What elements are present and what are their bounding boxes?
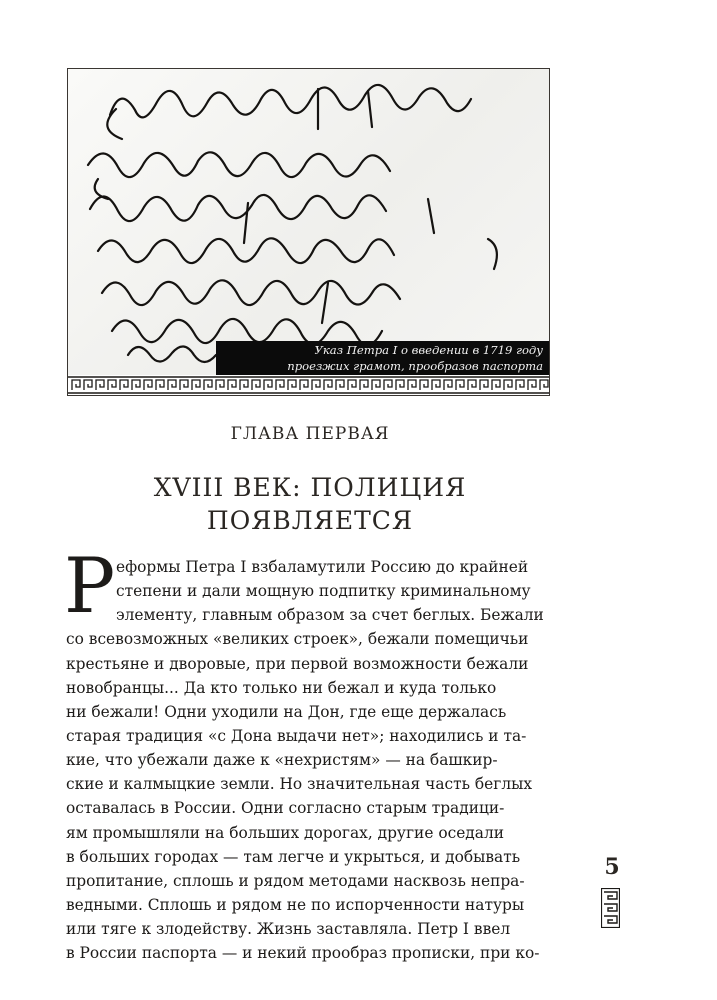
text-line: или тяге к злодейству. Жизнь заставляла. Петр I ввел: [66, 920, 511, 939]
greek-key-side-ornament: [601, 888, 620, 928]
meander-unit: [456, 380, 464, 390]
chapter-title-line-2: ПОЯВЛЯЕТСЯ: [206, 506, 414, 535]
figure-caption: [216, 341, 549, 375]
meander-unit: [120, 380, 128, 390]
meander-unit: [372, 380, 380, 390]
meander-unit: [156, 380, 164, 390]
meander-unit: [216, 380, 224, 390]
chapter-label: ГЛАВА ПЕРВАЯ: [230, 424, 390, 444]
meander-unit: [468, 380, 476, 390]
meander-unit: [204, 380, 212, 390]
meander-unit: [276, 380, 284, 390]
meander-unit: [528, 380, 536, 390]
meander-unit: [132, 380, 140, 390]
meander-unit: [396, 380, 404, 390]
meander-unit: [108, 380, 116, 390]
meander-unit: [228, 380, 236, 390]
meander-unit: [84, 380, 92, 390]
meander-unit: [420, 380, 428, 390]
meander-unit: [312, 380, 320, 390]
meander-unit: [360, 380, 368, 390]
meander-unit: [492, 380, 500, 390]
meander-unit: [348, 380, 356, 390]
text-line: новобранцы... Да кто только ни бежал и куда только: [66, 678, 497, 697]
meander-unit: [504, 380, 512, 390]
drop-cap: Р: [64, 541, 116, 630]
body-text: [66, 555, 554, 965]
meander-unit: [180, 380, 188, 390]
meander-unit: [324, 380, 332, 390]
text-line: ские и калмыцкие земли. Но значительная часть беглых: [66, 775, 533, 794]
meander-unit: [144, 380, 152, 390]
chapter-title-line-1: XVIII ВЕК: ПОЛИЦИЯ: [153, 473, 467, 502]
text-line: ям промышляли на больших дорогах, другие оседали: [66, 823, 504, 842]
meander-unit: [168, 380, 176, 390]
meander-unit: [252, 380, 260, 390]
meander-unit: [72, 380, 80, 390]
meander-unit: [540, 380, 548, 390]
meander-unit: [480, 380, 488, 390]
meander-unit: [264, 380, 272, 390]
meander-unit: [96, 380, 104, 390]
text-line: пропитание, сплошь и рядом методами насквозь непра-: [66, 871, 525, 890]
meander-unit: [432, 380, 440, 390]
page-number: 5: [604, 854, 620, 880]
meander-unit: [192, 380, 200, 390]
meander-unit: [384, 380, 392, 390]
meander-unit: [240, 380, 248, 390]
chapter-title: [0, 471, 620, 537]
text-line: со всевозможных «великих строек», бежали помещичьи: [66, 630, 529, 649]
text-line: в России паспорта — и некий прообраз прописки, при ко-: [66, 944, 540, 963]
text-line: оставалась в России. Одни согласно старым традици-: [66, 799, 505, 818]
meander-unit: [336, 380, 344, 390]
text-line: крестьяне и дворовые, при первой возможности бежали: [66, 654, 529, 673]
meander-unit: [288, 380, 296, 390]
text-line: ведными. Сплошь и рядом не по испорченности натуры: [66, 895, 525, 914]
figure-caption-line-1: Указ Петра I о введении в 1719 году: [314, 343, 543, 357]
meander-unit: [300, 380, 308, 390]
figure-caption-line-2: проезжих грамот, прообразов паспорта: [287, 358, 543, 373]
text-line: элементу, главным образом за счет беглых. Бежали: [116, 606, 544, 625]
meander-unit: [516, 380, 524, 390]
text-line: в больших городах — там легче и укрыться, и добывать: [66, 847, 521, 866]
greek-key-border: [68, 375, 549, 395]
text-line: еформы Петра I взбаламутили Россию до крайней: [116, 558, 529, 576]
meander-unit: [408, 380, 416, 390]
handwritten-manuscript-image: [68, 69, 549, 369]
meander-unit: [444, 380, 452, 390]
text-line: ни бежали! Одни уходили на Дон, где еще держалась: [66, 702, 507, 721]
text-line: кие, что убежали даже к «нехристям» — на башкир-: [66, 751, 498, 770]
decree-illustration: [67, 68, 550, 396]
text-line: степени и дали мощную подпитку криминальному: [116, 582, 531, 601]
text-line: старая традиция «с Дона выдачи нет»; находились и та-: [66, 726, 527, 745]
